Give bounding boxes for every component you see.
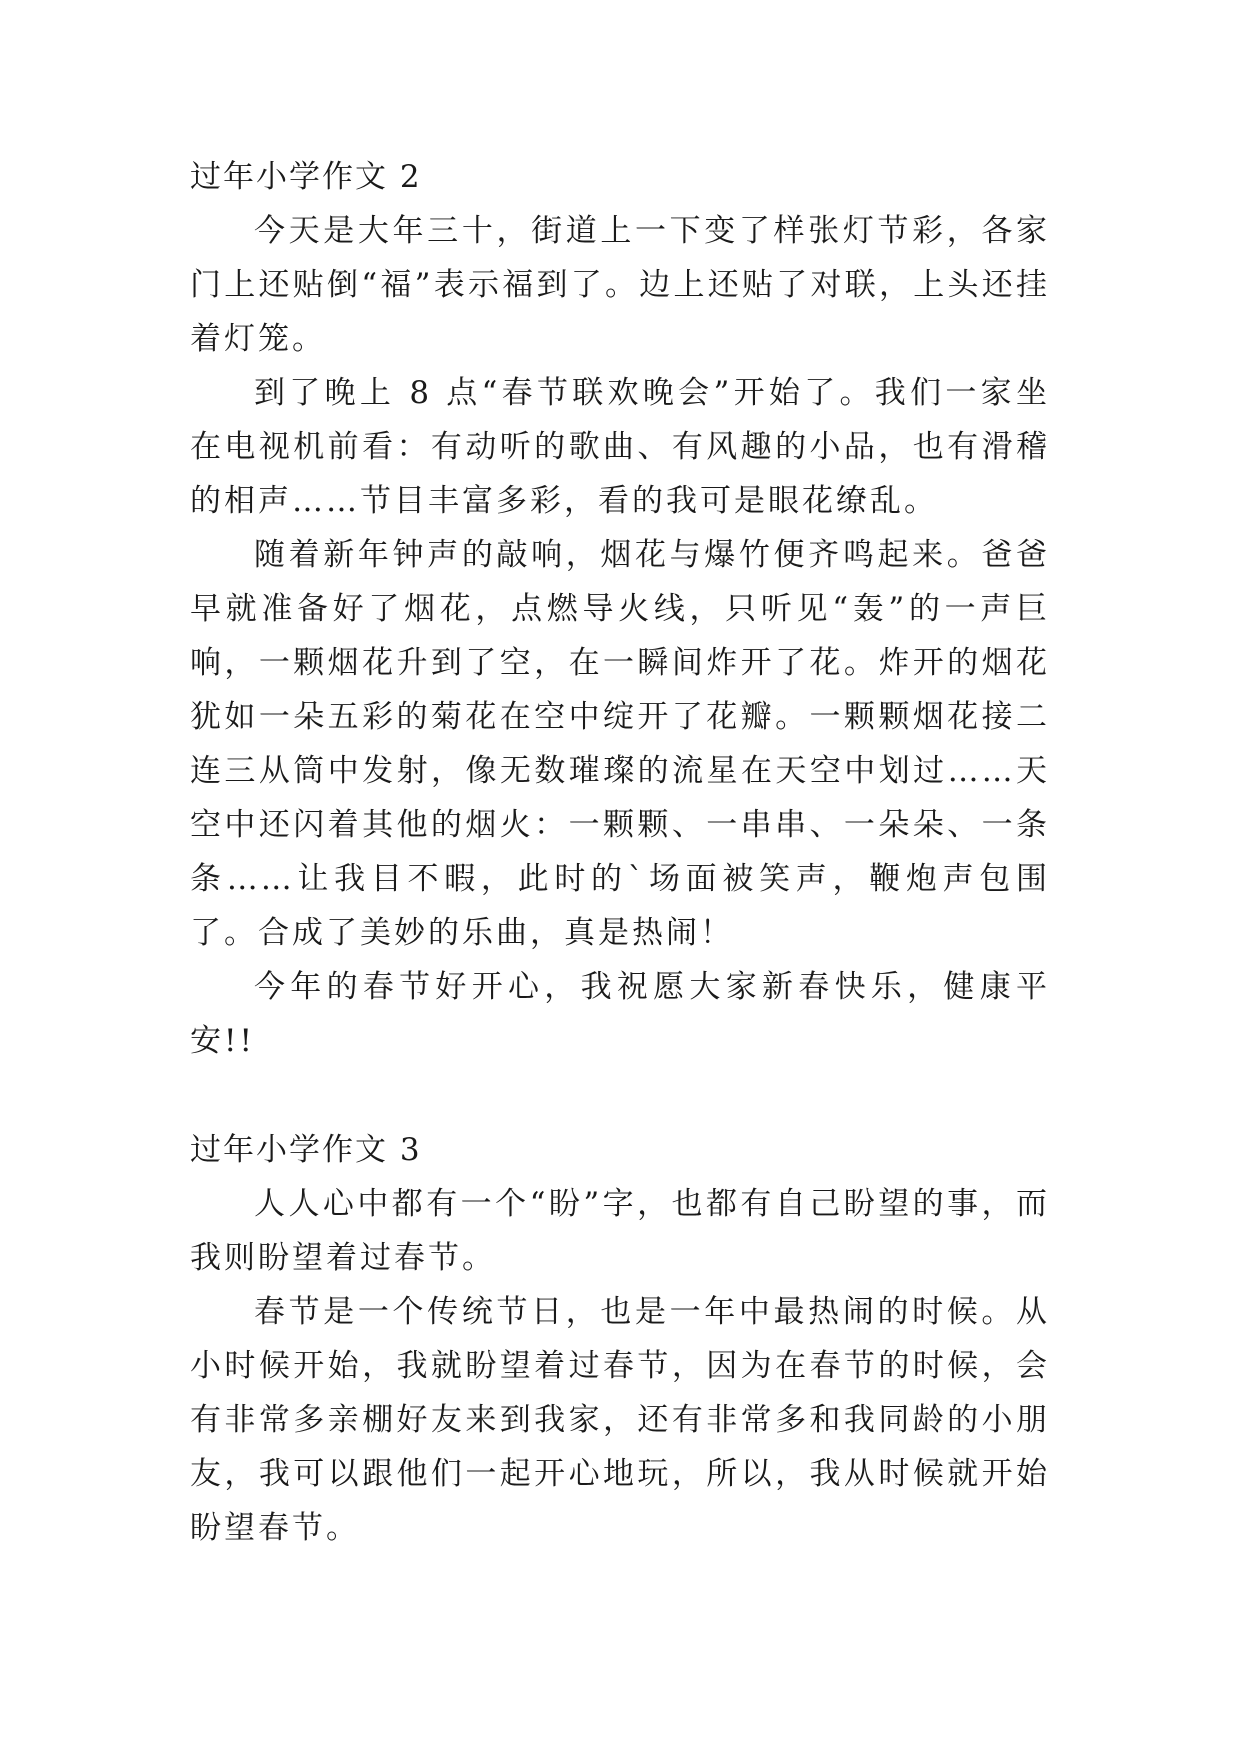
essay-paragraph: 随着新年钟声的敲响，烟花与爆竹便齐鸣起来。爸爸早就准备好了烟花，点燃导火线，只听见“轰”的一声巨响，一颗烟花升到了空，在一瞬间炸开了花。炸开的烟花犹如一朵五彩的菊花在空中绽开了花瓣。一颗颗烟花接二连三从筒中发射，像无数璀璨的流星在天空中划过……天空中还闪着其他的烟火：一颗颗、一串串、一朵朵、一条条……让我目不暇，此时的`场面被笑声，鞭炮声包围了。合成了美妙的乐曲，真是热闹！ — [190, 537, 1050, 951]
essay-paragraph: 今年的春节好开心，我祝愿大家新春快乐，健康平安!! — [190, 969, 1050, 1059]
essay-paragraph: 春节是一个传统节日，也是一年中最热闹的时候。从小时候开始，我就盼望着过春节，因为在春节的时候，会有非常多亲棚好友来到我家，还有非常多和我同龄的小朋友，我可以跟他们一起开心地玩，所以，我从时候就开始盼望春节。 — [190, 1294, 1050, 1546]
essay-title: 过年小学作文 3 — [190, 1132, 422, 1168]
essay-paragraph: 今天是大年三十，街道上一下变了样张灯节彩，各家门上还贴倒“福”表示福到了。边上还贴了对联，上头还挂着灯笼。 — [190, 213, 1050, 357]
essay-title: 过年小学作文 2 — [190, 159, 422, 195]
essay-section — [190, 1123, 1050, 1555]
essay-paragraph: 到了晚上 8 点“春节联欢晚会”开始了。我们一家坐在电视机前看：有动听的歌曲、有风趣的小品，也有滑稽的相声……节目丰富多彩，看的我可是眼花缭乱。 — [190, 375, 1050, 519]
essay-paragraph: 人人心中都有一个“盼”字，也都有自己盼望的事，而我则盼望着过春节。 — [190, 1186, 1050, 1276]
document-body — [190, 150, 1050, 1555]
essay-section — [190, 150, 1050, 1068]
